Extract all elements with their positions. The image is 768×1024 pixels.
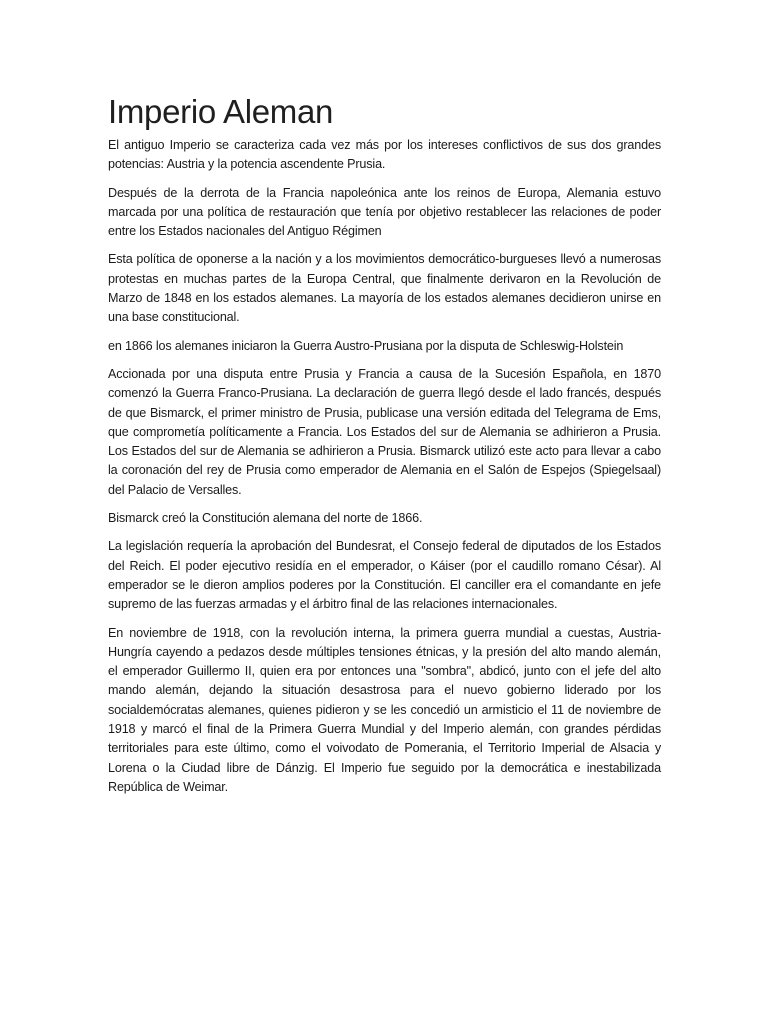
document-title: Imperio Aleman xyxy=(108,93,334,130)
paragraph-5: Accionada por una disputa entre Prusia y Francia a causa de la Sucesión Española, en 1870 comenzó la Guerra Franco-Prusiana. La declaración de guerra llegó desde el lado francés, después de que Bismarck, el primer ministro de Prusia, publicase una versión editada del Telegrama de Ems, que comprometía políticamente a Francia. Los Estados del sur de Alemania se adhirieron a Prusia. Los Estados del sur de Alemania se adhirieron a Prusia. Bismarck utilizó este acto para llevar a cabo la coronación del rey de Prusia como emperador de Alemania en el Salón de Espejos (Spiegelsaal) del Palacio de Versalles. xyxy=(108,366,661,497)
paragraph-3: Esta política de oponerse a la nación y a los movimientos democrático-burgueses llevó a numerosas protestas en muchas partes de la Europa Central, que finalmente derivaron en la Revolución de Marzo de 1848 en los estados alemanes. La mayoría de los estados alemanes decidieron unirse en una base constitucional. xyxy=(108,252,661,325)
paragraph-2: Después de la derrota de la Francia napoleónica ante los reinos de Europa, Alemania estuvo marcada por una política de restauración que tenía por objetivo restablecer las relaciones de poder entre los Estados nacionales del Antiguo Régimen xyxy=(108,185,661,239)
paragraph-6: Bismarck creó la Constitución alemana del norte de 1866. xyxy=(108,511,423,526)
paragraph-1: El antiguo Imperio se caracteriza cada vez más por los intereses conflictivos de sus dos grandes potencias: Austria y la potencia ascendente Prusia. xyxy=(108,138,661,172)
paragraph-8: En noviembre de 1918, con la revolución interna, la primera guerra mundial a cuestas, Austria-Hungría cayendo a pedazos desde múltiples tensiones étnicas, y la presión del alto mando alemán, el emperador Guillermo II, quien era por entonces una "sombra", abdicó, junto con el jefe del alto mando alemán, dejando la situación desastrosa para el nuevo gobierno liderado por los socialdemócratas alemanes, quienes pidieron y se les concedió un armisticio el 11 de noviembre de 1918 y marcó el final de la Primera Guerra Mundial y del Imperio alemán, con grandes pérdidas territoriales para este último, como el voivodato de Pomerania, el Territorio Imperial de Alsacia y Lorena o la Ciudad libre de Dánzig. El Imperio fue seguido por la democrática e inestabilizada República de Weimar. xyxy=(108,625,661,794)
paragraph-4: en 1866 los alemanes iniciaron la Guerra Austro-Prusiana por la disputa de Schleswig-Holstein xyxy=(108,338,624,353)
paragraph-7: La legislación requería la aprobación del Bundesrat, el Consejo federal de diputados de los Estados del Reich. El poder ejecutivo residía en el emperador, o Káiser (por el caudillo romano César). Al emperador se le dieron amplios poderes por la Constitución. El canciller era el comandante en jefe supremo de las fuerzas armadas y el árbitro final de las relaciones internacionales. xyxy=(108,539,661,612)
document-page xyxy=(108,92,661,806)
